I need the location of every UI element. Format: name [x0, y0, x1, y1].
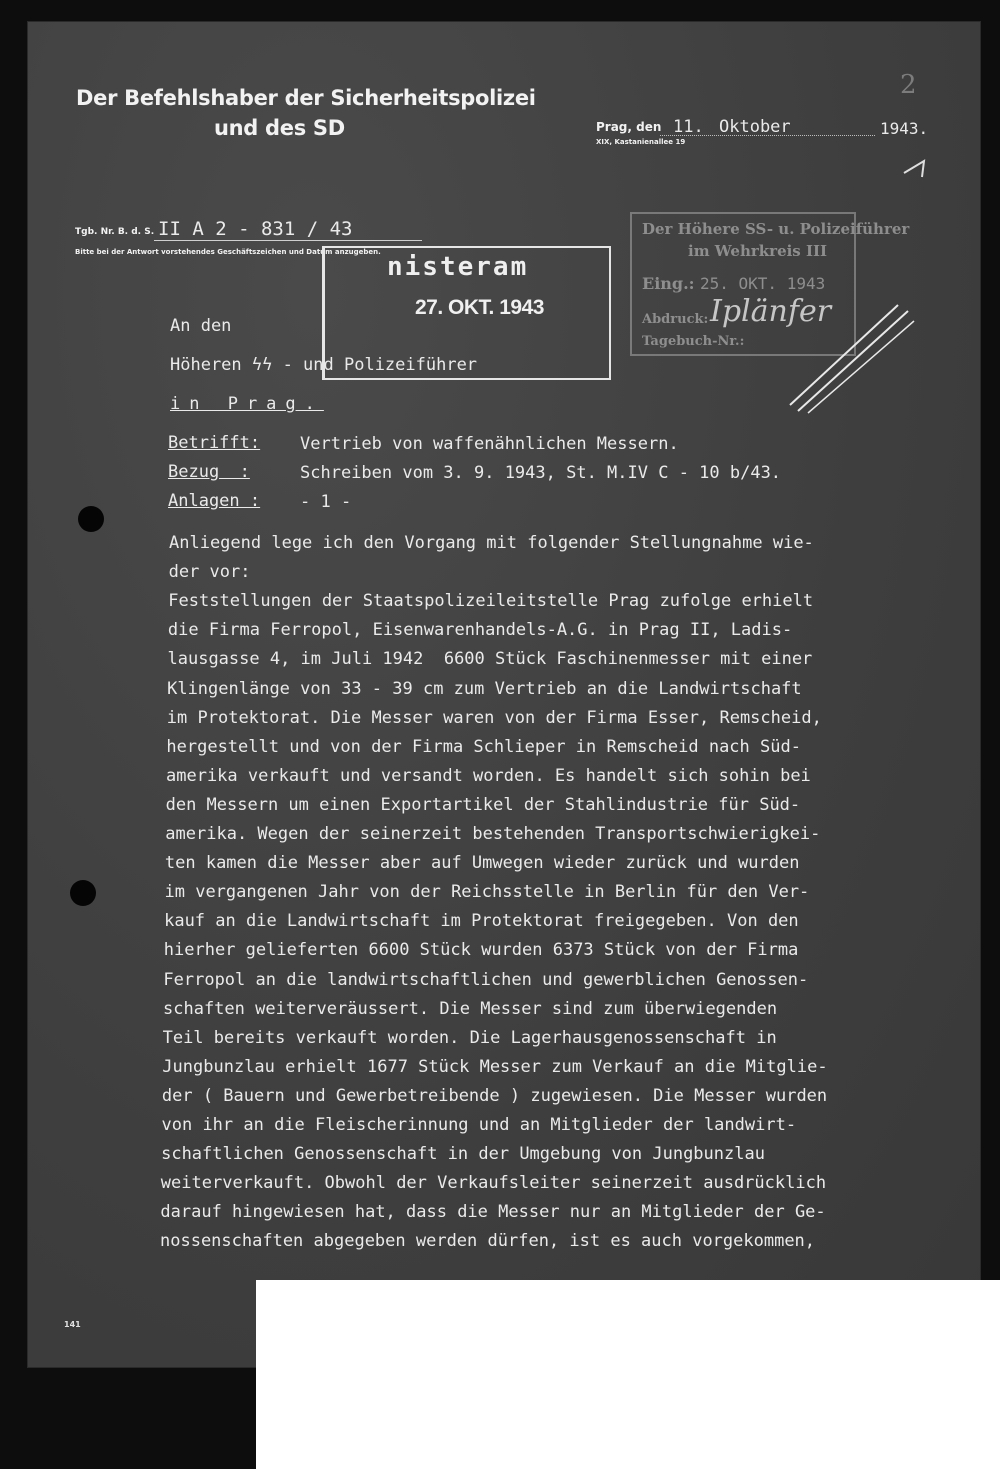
body-line: der ( Bauern und Gewerbetreibende ) zugewiesen. Die Messer wurden [161, 1085, 828, 1106]
body-line: die Firma Ferropol, Eisenwarenhandels-A.G. in Prag II, Ladis- [167, 620, 793, 641]
body-line: amerika. Wegen der seinerzeit bestehenden Transportschwierigkei- [165, 824, 821, 844]
recipient-line2: Höheren ϟϟ - und Polizeiführer [170, 355, 478, 375]
body-line: Anliegend lege ich den Vorgang mit folgender Stellungnahme wie- [169, 533, 814, 553]
body-line: der vor: [168, 562, 251, 583]
date-month: Oktober [719, 117, 791, 137]
hsspf-stamp-line1: Der Höhere SS- u. Polizeiführer [642, 220, 910, 238]
body-line: im vergangenen Jahr von der Reichsstelle in Berlin für den Ver- [164, 882, 810, 903]
hsspf-stamp-abdruck: Abdruck: [642, 312, 709, 327]
hsspf-stamp-date: 25. OKT. 1943 [700, 274, 826, 293]
body-line: kauf an die Landwirtschaft im Protektorat freigegeben. Von den [164, 911, 799, 932]
anlagen-label: Anlagen : [168, 491, 261, 511]
recipient-line3: in Prag. [170, 394, 324, 414]
date-dotted-line [660, 135, 875, 136]
reference-number: II A 2 - 831 / 43 [158, 218, 353, 240]
body-line: ten kamen die Messer aber auf Umwegen wieder zurück und wurden [164, 853, 800, 874]
blank-overlay [256, 1280, 1000, 1469]
body-line: darauf hingewiesen hat, dass die Messer nur an Mitglieder der Ge- [160, 1202, 826, 1223]
date-place: Prag, den [596, 120, 662, 134]
body-line: Feststellungen der Staatspolizeileitstelle Prag zufolge erhielt [168, 591, 814, 612]
office-address: XIX, Kastanienallee 19 [596, 138, 686, 146]
reference-underline [154, 240, 422, 241]
anlagen-text: - 1 - [300, 492, 352, 512]
body-line: von ihr an die Fleischerinnung und an Mitglieder der landwirt- [161, 1115, 797, 1135]
betrifft-label: Betrifft: [168, 433, 261, 453]
body-line: Klingenlänge von 33 - 39 cm zum Vertrieb an die Landwirtschaft [167, 678, 802, 699]
body-line: hergestellt und von der Firma Schlieper in Remscheid nach Süd- [166, 736, 801, 757]
body-line: Ferropol an die landwirtschaftlichen und gewerblichen Genossen- [163, 969, 809, 990]
body-line: im Protektorat. Die Messer waren von der Firma Esser, Remscheid, [166, 707, 822, 728]
hsspf-stamp-eing-label: Eing.: [642, 274, 695, 293]
body-line: den Messern um einen Exportartikel der Stahlindustrie für Süd- [165, 794, 801, 815]
letterhead-line2: und des SD [214, 116, 345, 140]
handwritten-tick-icon [900, 155, 930, 179]
body-line: schaftlichen Genossenschaft in der Umgebung von Jungbunzlau [161, 1144, 765, 1165]
page-number: 141 [64, 1320, 81, 1329]
received-stamp-text: nisteram [387, 252, 529, 282]
handwritten-signature: Iplänfer [710, 294, 832, 329]
body-line: amerika verkauft und versandt worden. Es handelt sich sohin bei [166, 765, 811, 786]
body-line: schaften weiterveräussert. Die Messer sind zum überwiegenden [163, 998, 778, 1019]
body-line: weiterverkauft. Obwohl der Verkaufsleiter seinerzeit ausdrücklich [160, 1173, 827, 1194]
bezug-label: Bezug : [168, 462, 250, 482]
received-stamp-date: 27. OKT. 1943 [415, 296, 544, 319]
body-line: lausgasse 4, im Juli 1942 6600 Stück Faschinenmesser mit einer [167, 649, 813, 670]
body-line: Teil bereits verkauft worden. Die Lagerhausgenossenschaft in [162, 1027, 777, 1048]
date-day: 11. [673, 117, 704, 137]
pen-strike-marks [780, 295, 920, 415]
punch-hole-top [78, 506, 104, 532]
handwritten-page-mark: 2 [900, 70, 917, 100]
body-line: nossenschaften abgegeben werden dürfen, ist es auch vorgekommen, [160, 1231, 816, 1252]
body-line: Jungbunzlau erhielt 1677 Stück Messer zum Verkauf an die Mitglie- [162, 1056, 828, 1077]
body-line: hierher gelieferten 6600 Stück wurden 6373 Stück von der Firma [163, 940, 799, 961]
date-year: 1943. [880, 119, 929, 138]
punch-hole-bottom [70, 880, 96, 906]
recipient-line1: An den [170, 316, 232, 336]
reference-hint: Bitte bei der Antwort vorstehendes Geschäftszeichen und Datum anzugeben. [75, 248, 381, 256]
hsspf-stamp-tagebuch: Tagebuch-Nr.: [642, 334, 745, 349]
hsspf-stamp-line2: im Wehrkreis III [688, 242, 828, 260]
betrifft-text: Vertrieb von waffenähnlichen Messern. [300, 434, 679, 454]
letterhead-line1: Der Befehlshaber der Sicherheitspolizei [76, 86, 536, 110]
reference-label: Tgb. Nr. B. d. S. [75, 227, 155, 237]
bezug-text: Schreiben vom 3. 9. 1943, St. M.IV C - 10 b/43. [300, 463, 782, 483]
